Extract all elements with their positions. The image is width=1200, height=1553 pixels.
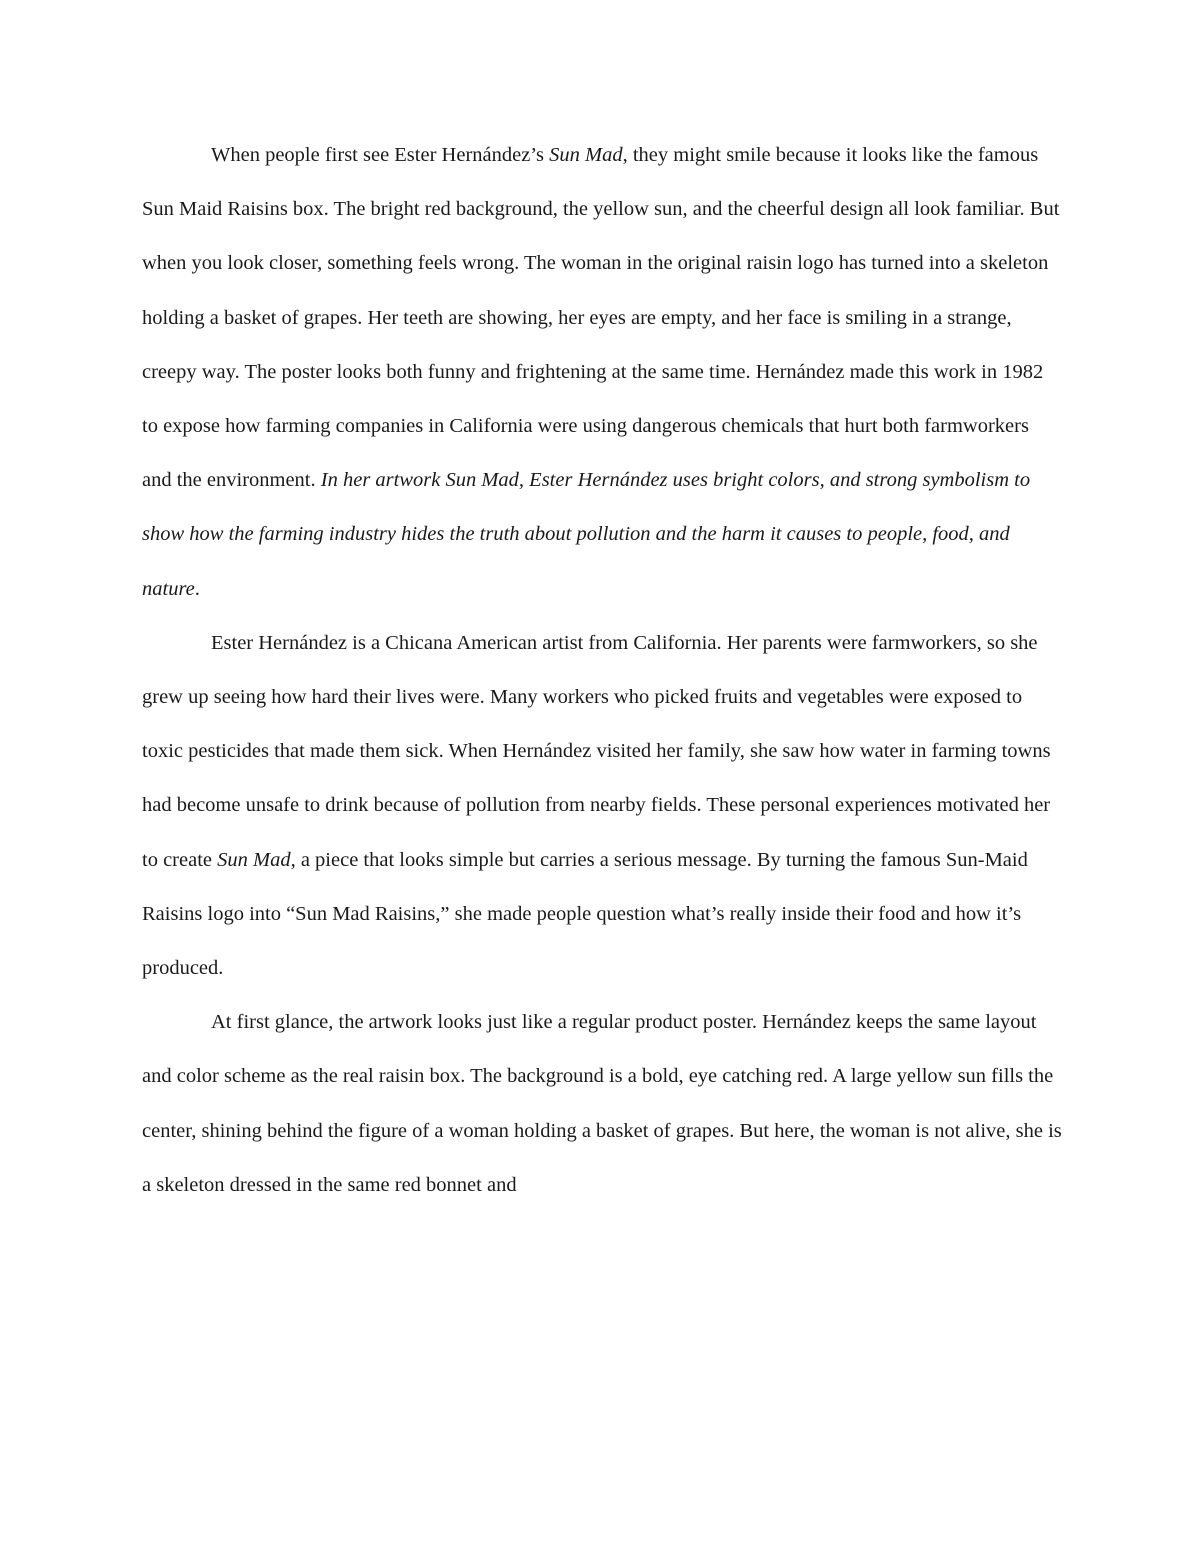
p1-thesis-statement: In her artwork Sun Mad, Ester Hernández uses bright colors, and strong symbolism to show how the farming industry hides the truth about pollution and the harm it causes to people, food, and nature xyxy=(142,469,1031,600)
paragraph-1 xyxy=(142,128,1062,616)
p2-title-sun-mad: Sun Mad xyxy=(217,848,291,871)
p2-segment-1: Ester Hernández is a Chicana American artist from California. Her parents were farmworkers, so she grew up seeing how hard their lives were. Many workers who picked fruits and vegetables were exposed to toxic pesticides that made them sick. When Hernández visited her family, she saw how water in farming towns had become unsafe to drink because of pollution from nearby fields. These personal experiences motivated her to create xyxy=(142,631,1051,871)
p3-segment-1: At first glance, the artwork looks just like a regular product poster. Hernández keeps the same layout and color scheme as the real raisin box. The background is a bold, eye catching red. A large yellow sun fills the center, shining behind the figure of a woman holding a basket of grapes. But here, the woman is not alive, she is a skeleton dressed in the same red bonnet and xyxy=(142,1011,1062,1196)
paragraph-3 xyxy=(142,995,1062,1212)
p1-segment-1: When people first see Ester Hernández’s xyxy=(211,144,550,166)
p2-segment-3: , a piece that looks simple but carries a serious message. By turning the famous Sun-Maid Raisins logo into “Sun Mad Raisins,” she made people question what’s really inside their food and how it’s produced. xyxy=(142,848,1028,980)
essay-body xyxy=(142,128,1062,1212)
p1-title-sun-mad: Sun Mad xyxy=(549,144,623,166)
paragraph-2 xyxy=(142,616,1062,995)
p1-segment-5: . xyxy=(194,577,200,600)
p1-segment-3: , they might smile because it looks like the famous Sun Maid Raisins box. The bright red background, the yellow sun, and the cheerful design all look familiar. But when you look closer, something feels wrong. The woman in the original raisin logo has turned into a skeleton holding a basket of grapes. Her teeth are showing, her eyes are empty, and her face is smiling in a strange, creepy way. The poster looks both funny and frightening at the same time. Hernández made this work in 1982 to expose how farming companies in California were using dangerous chemicals that hurt both farmworkers and the environment. xyxy=(142,144,1060,492)
